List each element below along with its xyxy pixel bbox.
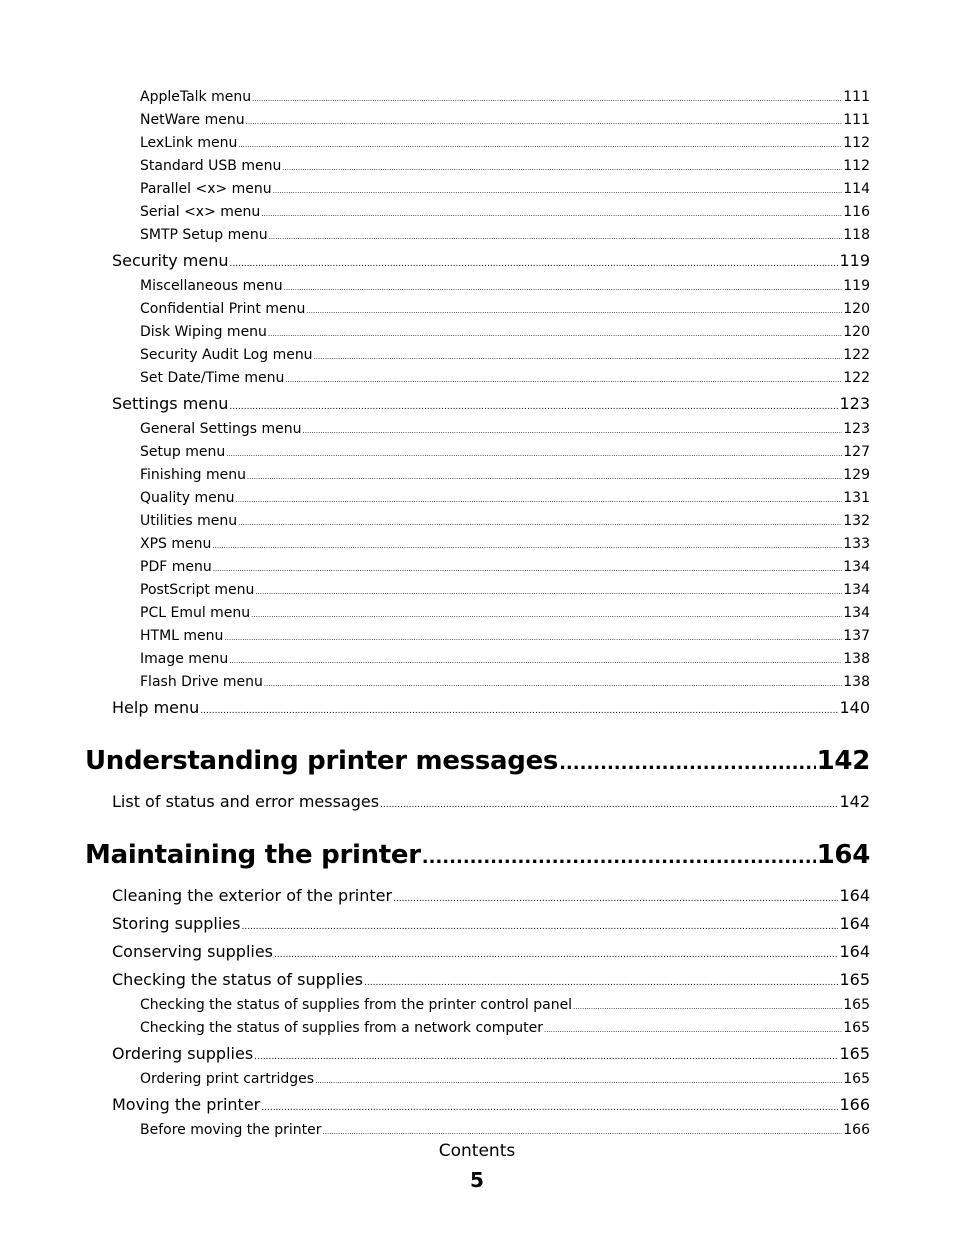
dot-leader: [212, 535, 842, 558]
toc-entry-title: Parallel <x> menu: [140, 181, 272, 197]
toc-section-entry[interactable]: [0, 247, 954, 275]
toc-entry-title: HTML menu: [140, 628, 224, 644]
dot-leader: [238, 134, 842, 157]
dot-leader: [380, 791, 838, 819]
toc-entry-title: XPS menu: [140, 536, 212, 552]
toc-chapter-entry[interactable]: [0, 832, 954, 878]
toc-entry-title: Checking the status of supplies from the printer control panel: [140, 997, 573, 1013]
toc-entry-page-number: 137: [843, 628, 870, 644]
page-number: 5: [470, 1168, 484, 1192]
page-footer: [0, 1139, 954, 1195]
toc-subsection-entry[interactable]: [0, 155, 954, 178]
toc-subsection-entry[interactable]: [0, 533, 954, 556]
toc-subsection-entry[interactable]: [0, 86, 954, 109]
dot-leader: [315, 1070, 842, 1093]
toc-entry-page-number: 166: [843, 1122, 870, 1138]
toc-entry-title: PostScript menu: [140, 582, 255, 598]
toc-entry-page-number: 134: [843, 605, 870, 621]
toc-subsection-entry[interactable]: [0, 671, 954, 694]
dot-leader: [246, 111, 843, 134]
toc-entry-page-number: 111: [843, 89, 870, 105]
toc-subsection-entry[interactable]: [0, 556, 954, 579]
toc-subsection-entry[interactable]: [0, 367, 954, 390]
dot-leader: [422, 835, 816, 881]
toc-subsection-entry[interactable]: [0, 109, 954, 132]
toc-subsection-entry[interactable]: [0, 224, 954, 247]
toc-entry-title: General Settings menu: [140, 421, 302, 437]
toc-subsection-entry[interactable]: [0, 487, 954, 510]
toc-subsection-entry[interactable]: [0, 132, 954, 155]
toc-entry-title: Security Audit Log menu: [140, 347, 313, 363]
dot-leader: [213, 558, 843, 581]
toc-entry-title: AppleTalk menu: [140, 89, 252, 105]
toc-subsection-entry[interactable]: [0, 441, 954, 464]
toc-entry-title: List of status and error messages: [112, 792, 380, 811]
toc-section-entry[interactable]: [0, 1040, 954, 1068]
toc-entry-title: Quality menu: [140, 490, 235, 506]
dot-leader: [285, 369, 842, 392]
toc-subsection-entry[interactable]: [0, 602, 954, 625]
toc-subsection-entry[interactable]: [0, 1068, 954, 1091]
toc-section-entry[interactable]: [0, 390, 954, 418]
dot-leader: [200, 697, 838, 725]
toc-entry-title: Flash Drive menu: [140, 674, 263, 690]
dot-leader: [226, 443, 842, 466]
toc-entry-page-number: 165: [843, 1020, 870, 1036]
toc-entry-page-number: 131: [843, 490, 870, 506]
toc-subsection-entry[interactable]: [0, 298, 954, 321]
toc-entry-title: Disk Wiping menu: [140, 324, 267, 340]
toc-entry-page-number: 164: [839, 886, 870, 905]
dot-leader: [393, 885, 838, 913]
toc-entry-page-number: 165: [843, 997, 870, 1013]
dot-leader: [274, 941, 838, 969]
toc-entry-title: PCL Emul menu: [140, 605, 251, 621]
toc-entry-title: Set Date/Time menu: [140, 370, 285, 386]
dot-leader: [224, 627, 842, 650]
dot-leader: [364, 969, 838, 997]
toc-entry-page-number: 142: [816, 746, 870, 776]
toc-entry-title: LexLink menu: [140, 135, 238, 151]
toc-subsection-entry[interactable]: [0, 201, 954, 224]
toc-entry-title: Storing supplies: [112, 914, 241, 933]
dot-leader: [544, 1019, 842, 1042]
dot-leader: [314, 346, 843, 369]
toc-entry-title: Standard USB menu: [140, 158, 282, 174]
dot-leader: [261, 1094, 838, 1122]
toc-chapter-entry[interactable]: [0, 738, 954, 784]
toc-entry-title: Security menu: [112, 251, 229, 270]
toc-entry-page-number: 116: [843, 204, 870, 220]
dot-leader: [306, 300, 842, 323]
toc-entry-title: Cleaning the exterior of the printer: [112, 886, 393, 905]
toc-entry-page-number: 164: [816, 840, 870, 870]
toc-subsection-entry[interactable]: [0, 579, 954, 602]
toc-subsection-entry[interactable]: [0, 1017, 954, 1040]
toc-section-entry[interactable]: [0, 788, 954, 816]
dot-leader: [269, 226, 843, 249]
toc-entry-page-number: 120: [843, 324, 870, 340]
toc-entry-page-number: 123: [839, 394, 870, 413]
dot-leader: [241, 913, 838, 941]
toc-entry-title: Ordering supplies: [112, 1044, 254, 1063]
dot-leader: [235, 489, 842, 512]
toc-entry-page-number: 166: [839, 1095, 870, 1114]
toc-entry-title: Setup menu: [140, 444, 226, 460]
dot-leader: [268, 323, 842, 346]
toc-entry-page-number: 138: [843, 651, 870, 667]
dot-leader: [254, 1043, 838, 1071]
toc-entry-page-number: 119: [843, 278, 870, 294]
toc-section-entry[interactable]: [0, 694, 954, 722]
toc-section-entry[interactable]: [0, 1091, 954, 1119]
dot-leader: [264, 673, 842, 696]
toc-entry-title: Image menu: [140, 651, 229, 667]
toc-entry-page-number: 119: [839, 251, 870, 270]
toc-subsection-entry[interactable]: [0, 625, 954, 648]
dot-leader: [230, 250, 839, 278]
dot-leader: [229, 393, 838, 421]
dot-leader: [255, 581, 842, 604]
dot-leader: [251, 604, 842, 627]
toc-section-entry[interactable]: [0, 882, 954, 910]
toc-entry-page-number: 165: [839, 970, 870, 989]
toc-entry-page-number: 122: [843, 370, 870, 386]
toc-entry-page-number: 112: [843, 135, 870, 151]
toc-entry-page-number: 118: [843, 227, 870, 243]
toc-subsection-entry[interactable]: [0, 418, 954, 441]
toc-subsection-entry[interactable]: [0, 994, 954, 1017]
toc-entry-title: Ordering print cartridges: [140, 1071, 315, 1087]
toc-entry-title: Conserving supplies: [112, 942, 274, 961]
toc-entry-title: PDF menu: [140, 559, 212, 575]
toc-entry-page-number: 123: [843, 421, 870, 437]
toc-entry-page-number: 134: [843, 559, 870, 575]
toc-entry-title: NetWare menu: [140, 112, 245, 128]
toc-subsection-entry[interactable]: [0, 648, 954, 671]
toc-entry-page-number: 164: [839, 942, 870, 961]
toc-subsection-entry[interactable]: [0, 510, 954, 533]
toc-entry-page-number: 165: [843, 1071, 870, 1087]
toc-subsection-entry[interactable]: [0, 321, 954, 344]
dot-leader: [229, 650, 842, 673]
toc-subsection-entry[interactable]: [0, 344, 954, 367]
toc-entry-page-number: 138: [843, 674, 870, 690]
dot-leader: [238, 512, 842, 535]
toc-entry-title: Help menu: [112, 698, 200, 717]
toc-subsection-entry[interactable]: [0, 275, 954, 298]
toc-entry-title: Moving the printer: [112, 1095, 261, 1114]
toc-entry-title: Maintaining the printer: [85, 840, 421, 870]
table-of-contents: [0, 86, 954, 1142]
toc-entry-page-number: 122: [843, 347, 870, 363]
toc-entry-page-number: 134: [843, 582, 870, 598]
toc-section-entry[interactable]: [0, 910, 954, 938]
toc-entry-title: Miscellaneous menu: [140, 278, 283, 294]
toc-subsection-entry[interactable]: [0, 178, 954, 201]
toc-entry-title: Finishing menu: [140, 467, 246, 483]
dot-leader: [573, 996, 842, 1019]
toc-entry-page-number: 133: [843, 536, 870, 552]
toc-entry-page-number: 132: [843, 513, 870, 529]
toc-section-entry[interactable]: [0, 938, 954, 966]
toc-entry-title: Checking the status of supplies: [112, 970, 364, 989]
toc-entry-title: Confidential Print menu: [140, 301, 306, 317]
toc-entry-title: Settings menu: [112, 394, 229, 413]
toc-entry-page-number: 120: [843, 301, 870, 317]
toc-entry-page-number: 142: [839, 792, 870, 811]
toc-entry-title: Utilities menu: [140, 513, 238, 529]
toc-entry-page-number: 127: [843, 444, 870, 460]
dot-leader: [284, 277, 843, 300]
toc-entry-title: Checking the status of supplies from a network computer: [140, 1020, 543, 1036]
toc-entry-page-number: 140: [839, 698, 870, 717]
toc-entry-title: SMTP Setup menu: [140, 227, 268, 243]
toc-subsection-entry[interactable]: [0, 464, 954, 487]
toc-entry-title: Understanding printer messages: [85, 746, 559, 776]
dot-leader: [252, 88, 842, 111]
toc-entry-page-number: 111: [843, 112, 870, 128]
toc-entry-page-number: 165: [839, 1044, 870, 1063]
toc-entry-title: Before moving the printer: [140, 1122, 322, 1138]
footer-label: Contents: [438, 1141, 516, 1161]
dot-leader: [282, 157, 842, 180]
toc-entry-page-number: 112: [843, 158, 870, 174]
dot-leader: [273, 180, 843, 203]
toc-section-entry[interactable]: [0, 966, 954, 994]
toc-entry-title: Serial <x> menu: [140, 204, 261, 220]
toc-entry-page-number: 129: [843, 467, 870, 483]
dot-leader: [303, 420, 843, 443]
dot-leader: [247, 466, 842, 489]
toc-entry-page-number: 114: [843, 181, 870, 197]
dot-leader: [559, 741, 816, 787]
dot-leader: [261, 203, 842, 226]
toc-entry-page-number: 164: [839, 914, 870, 933]
